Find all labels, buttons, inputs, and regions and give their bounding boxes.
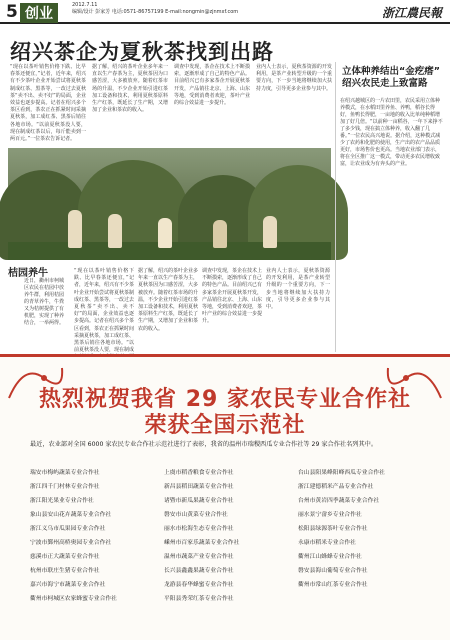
cooperative-item: 衢州江山蜂蜂专业合作社	[298, 554, 362, 560]
cooperative-column-2	[164, 466, 296, 606]
main-headline: 绍兴茶企为夏秋茶找到出路	[10, 40, 274, 64]
cooperative-item: 温州市蔬菜产业专业合作社	[164, 554, 234, 560]
cooperative-item: 台山县阳果峰阳峰西瓜专业合作社	[298, 470, 385, 476]
sidebar-title: 立体种养结出“金疙瘩”	[342, 66, 440, 77]
congrats-intro: 最近，农业部对全国 6000 家农民专业合作社示范社进行了表彰，我省的温州市瑞稷西瓜专业合作社等 29 家合作社名列其中。	[30, 441, 378, 448]
cooperative-item: 磐安市山黄菜专业合作社	[164, 512, 228, 518]
cooperative-item: 新昌县稻田蔬菜专业合作社	[164, 484, 234, 490]
cooperative-item: 衢州市柯城区农家蜂蜜专业合作社	[30, 596, 117, 602]
cooperative-item: 平阳县秀荣红茶专业合作社	[164, 596, 234, 602]
cooperative-item: 宁波市鄞州高桥奥园专业合作社	[30, 540, 112, 546]
cooperative-item: 浙江建德稻米产品专业合作社	[298, 484, 374, 490]
article-column-1: “现在以茶叶销售价格下跌、比早春茶还便宜，”记者，近年来，绍兴有不少茶叶企业开始尝试将夏秋茶制成红茶、黑茶等，一改过去夏秋茶“卖不出、卖不好”的局面，企业效益也逐步提高。记者在绍兴多个茶区看到，茶农正在抓紧时间采摘夏秋茶，加工成红茶、黑茶后销往各地市场。“以前夏秋茶没人要，现在制成红茶以后，每斤能卖到一两百元。”一位茶农告诉记者。	[10, 64, 86, 143]
article-column-7: 调查中发现，茶企在技术上不断摸索，逐渐形成了自己的特色产品。目前绍兴已有多家茶企开展夏秋茶开发，产品销往北京、上海、山东等地，受到消费者欢迎，茶叶产业的综合效益进一步提升。	[202, 268, 263, 325]
article-column-2: 据了解，绍兴的茶叶企业多年来一直以生产春茶为主，夏秋茶因为口感苦涩，大多被放弃。随着红茶市场的升温，不少企业开始引进红茶加工设备和技术，利用夏秋茶原料生产红茶，既延长了生产期，又增加了企业和茶农的收入。	[92, 64, 168, 114]
cooperative-item: 松阳县绿源茶叶专业合作社	[298, 526, 368, 532]
cooperative-item: 上虞市稻香粮食专业合作社	[164, 470, 234, 476]
cooperative-item: 嵊州市百家乐蔬菜专业合作社	[164, 540, 240, 546]
photo-caption-title: 桔园养牛	[8, 268, 48, 279]
cooperative-item: 台州市黄岩四季蔬菜专业合作社	[298, 498, 380, 504]
article-column-6: 据了解，绍兴的茶叶企业多年来一直以生产春茶为主，夏秋茶因为口感苦涩，大多被放弃。随着红茶市场的升温，不少企业开始引进红茶加工设备和技术，利用夏秋茶原料生产红茶，既延长了生产期，又增加了企业和茶农的收入。	[138, 268, 199, 332]
page-number: 5	[6, 2, 18, 22]
article-column-4: 业内人士表示，夏秋茶资源的开发利用，是茶产业转型升级的一个重要方向，下一步当地将继续加大扶持力度，引导更多企业参与其中。	[256, 64, 332, 92]
cooperative-item: 嘉兴市海宁市蔬菜专业合作社	[30, 582, 106, 588]
article-column-5: “现在以茶叶销售价格下跌、比早春茶还便宜，”记者，近年来，绍兴有不少茶叶企业开始尝试将夏秋茶制成红茶、黑茶等，一改过去夏秋茶“卖不出、卖不好”的局面，企业效益也逐步提高。记者在绍兴多个茶区看到，茶农正在抓紧时间采摘夏秋茶，加工成红茶、黑茶后销往各地市场。“以前夏秋茶没人要，现在制成	[74, 268, 135, 354]
congrats-banner-line-2: 荣获全国示范社	[144, 413, 306, 438]
congrats-banner-line-1: 热烈祝贺我省 29 家农民专业合作社	[39, 387, 411, 412]
newspaper-masthead: 浙江農民報	[381, 6, 442, 20]
section-label: 创业	[20, 3, 58, 23]
cooperative-item: 浙江四千门村林专业合作社	[30, 484, 100, 490]
cooperative-item: 慈溪市正大蔬菜专业合作社	[30, 554, 100, 560]
cooperative-item: 龙游县春华蜂蜜专业合作社	[164, 582, 234, 588]
cooperative-item: 磐安县海山葡萄专业合作社	[298, 568, 368, 574]
header-date: 2012.7.11	[72, 2, 98, 8]
cooperative-column-1	[30, 466, 162, 606]
photo-caption-text: 近日，衢州市柯城区农民在桔园中放养牛群，利用桔园的青草养牛，牛粪又为桔树提供了有机肥，实现了种养结合，一举两得。	[24, 278, 65, 326]
cooperative-item: 丽水市松海生态专业合作社	[164, 526, 234, 532]
cooperative-item: 永康市稻米专业合作社	[298, 540, 356, 546]
sidebar-body: 在绍兴越城区的一片农田里，农民采用立体种养模式，在水稻田里养鱼、养鸭，稻谷长得好，鱼鸭长得肥，一亩地的收入比单纯种稻增加了好几倍。“以前种一亩稻谷，一年下来挣不了多少钱，现在搞立体种养，收入翻了几番。”一位农民高兴地说。据介绍，这种模式减少了农药和化肥的使用，生产出的农产品品质更好，市场售价也更高。当地农业部门表示，将在全区推广这一模式，带动更多农民增收致富，让农业成为有奔头的产业。	[340, 98, 443, 167]
cooperative-item: 衢州市常山红茶专业合作社	[298, 582, 368, 588]
cooperative-item: 杭州市联庄生猪专业合作社	[30, 568, 100, 574]
cooperative-item: 浙江阳光果业专业合作社	[30, 498, 94, 504]
cattle-orchard-photo	[8, 148, 331, 260]
cooperative-item: 长兴县鑫鑫果蔬专业合作社	[164, 568, 234, 574]
cooperative-item: 诸暨市新瓜果蔬专业合作社	[164, 498, 234, 504]
cooperative-item: 浙江义乌市瓜果园专业合作社	[30, 526, 106, 532]
cooperative-item: 象山县安山花卉蔬菜专业合作社	[30, 512, 112, 518]
article-column-8: 业内人士表示，夏秋茶资源的开发利用，是茶产业转型升级的一个重要方向，下一步当地将继续加大扶持力度，引导更多企业参与其中。	[266, 268, 330, 311]
cooperative-item: 瑞安市梅屿蔬菜专业合作社	[30, 470, 100, 476]
sidebar-article	[335, 62, 445, 352]
header-meta	[72, 2, 238, 16]
header-editor-info: 编辑/设计 彭家芳 电话:0571-86757199 E-mail:nongmin@zjnmxf.com	[72, 9, 239, 15]
cooperative-item: 丽水景宁畲乡专业合作社	[298, 512, 362, 518]
sidebar-subtitle: 绍兴农民走上致富路	[342, 78, 428, 89]
article-column-3: 调查中发现，茶企在技术上不断摸索，逐渐形成了自己的特色产品。目前绍兴已有多家茶企开展夏秋茶开发，产品销往北京、上海、山东等地，受到消费者欢迎，茶叶产业的综合效益进一步提升。	[174, 64, 250, 107]
page-header	[0, 0, 450, 24]
cooperative-column-3	[298, 466, 430, 592]
